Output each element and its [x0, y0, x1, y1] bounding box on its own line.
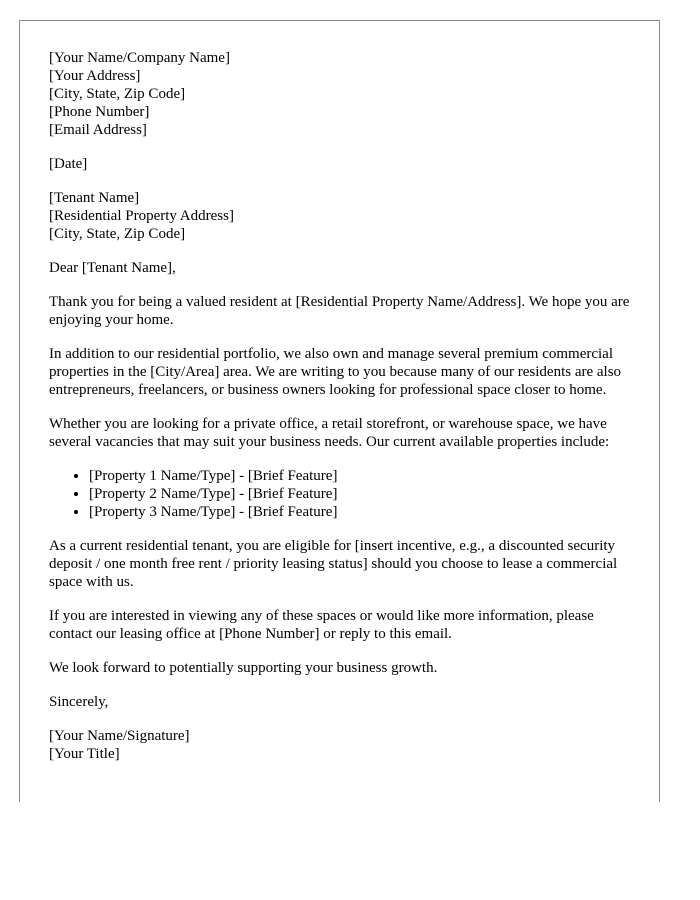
- property-list: [49, 467, 631, 521]
- signature-block: [49, 727, 631, 763]
- sender-city-state-zip: [City, State, Zip Code]: [49, 86, 186, 102]
- recipient-city-state-zip: [City, State, Zip Code]: [49, 226, 186, 242]
- paragraph-contact: If you are interested in viewing any of these spaces or would like more information, please contact our leasing office at [Phone Number] or reply to this email.: [49, 608, 594, 642]
- sender-address: [Your Address]: [49, 68, 141, 84]
- sender-email: [Email Address]: [49, 122, 147, 138]
- salutation: Dear [Tenant Name],: [49, 260, 176, 276]
- sender-name: [Your Name/Company Name]: [49, 50, 230, 66]
- property-list-item: • [Property 3 Name/Type] - [Brief Feature]: [89, 503, 631, 521]
- recipient-name: [Tenant Name]: [49, 190, 140, 206]
- date-block: [49, 155, 631, 173]
- paragraph-intro: Thank you for being a valued resident at [Residential Property Name/Address]. We hope you are enjoying your home.: [49, 294, 630, 328]
- recipient-block: [49, 189, 631, 243]
- paragraph-vacancies: Whether you are looking for a private office, a retail storefront, or warehouse space, we have several vacancies that may suit your business needs. Our current available properties include:: [49, 416, 610, 450]
- closing: Sincerely,: [49, 694, 109, 710]
- signature-title: [Your Title]: [49, 746, 120, 762]
- sender-phone: [Phone Number]: [49, 104, 150, 120]
- signature-name: [Your Name/Signature]: [49, 728, 190, 744]
- paragraph-portfolio: In addition to our residential portfolio, we also own and manage several premium commercial properties in the [City/Area] area. We are writing to you because many of our residents are also entrepreneurs, freelancers, or business owners looking for professional space closer to home.: [49, 346, 622, 398]
- sender-block: [49, 49, 631, 139]
- property-list-item: • [Property 2 Name/Type] - [Brief Feature]: [89, 485, 631, 503]
- property-list-item: • [Property 1 Name/Type] - [Brief Feature]: [89, 467, 631, 485]
- letter-page: [19, 20, 660, 802]
- paragraph-closing-remark: We look forward to potentially supporting your business growth.: [49, 660, 438, 676]
- paragraph-incentive: As a current residential tenant, you are eligible for [insert incentive, e.g., a discounted security deposit / one month free rent / priority leasing status] should you choose to lease a commercial space with us.: [49, 538, 618, 590]
- letter-date: [Date]: [49, 156, 88, 172]
- recipient-address: [Residential Property Address]: [49, 208, 234, 224]
